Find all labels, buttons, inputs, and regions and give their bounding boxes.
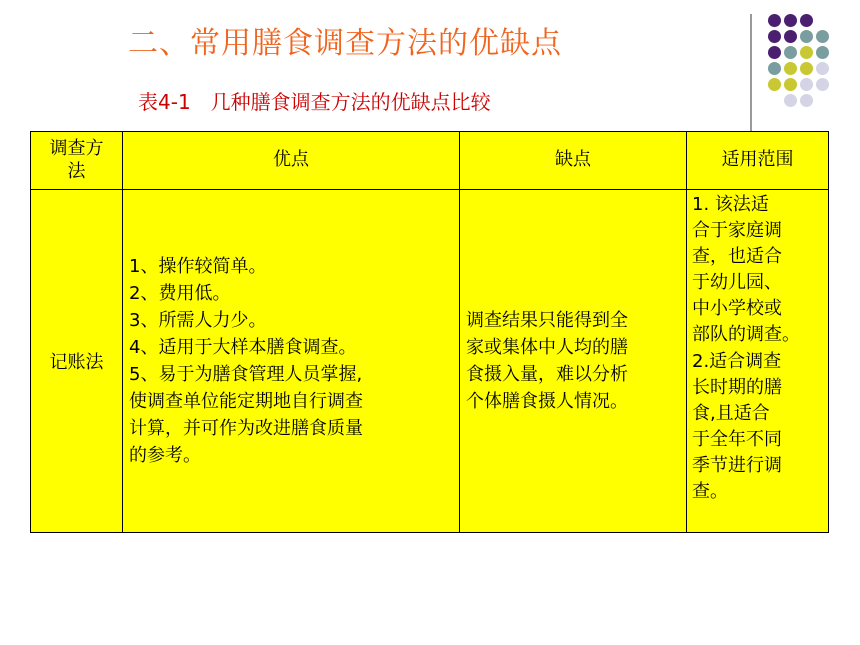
decorative-dot xyxy=(784,78,797,91)
table-caption: 表4-1 几种膳食调查方法的优缺点比较 xyxy=(138,90,491,114)
decorative-dot xyxy=(784,62,797,75)
decorative-dot xyxy=(816,30,829,43)
decorative-dot xyxy=(768,30,781,43)
pros-cell: 1、操作较简单。 2、费用低。 3、所需人力少。 4、适用于大样本膳食调查。 5、易于为膳食管理人员掌握, 使调查单位能定期地自行调查 计算，并可作为改进膳食质量 的参考。 xyxy=(123,190,460,533)
scope-cell: 1. 该法适 合于家庭调 查，也适合 于幼儿园、 中小学校或 部队的调查。 2.适合调查 长时期的膳 食,且适合 于全年不同 季节进行调 查。 xyxy=(687,190,829,533)
decorative-dot xyxy=(816,46,829,59)
table-row xyxy=(31,190,829,533)
decorative-dot xyxy=(784,46,797,59)
decorative-dot xyxy=(816,78,829,91)
decorative-dot xyxy=(768,46,781,59)
decorative-dot xyxy=(784,14,797,27)
header-method: 调查方 法 xyxy=(31,132,123,190)
header-cons: 缺点 xyxy=(460,132,687,190)
cons-cell: 调查结果只能得到全 家或集体中人均的膳 食摄入量，难以分析 个体膳食摄人情况。 xyxy=(460,190,687,533)
decorative-dot xyxy=(768,78,781,91)
decorative-dot xyxy=(784,30,797,43)
slide-title: 二、常用膳食调查方法的优缺点 xyxy=(128,26,562,61)
decorative-divider xyxy=(750,14,752,138)
table-header-row xyxy=(31,132,829,190)
decorative-dot xyxy=(768,14,781,27)
method-cell: 记账法 xyxy=(31,190,123,533)
decorative-dot xyxy=(816,62,829,75)
decorative-dot xyxy=(800,94,813,107)
comparison-table xyxy=(30,131,829,533)
header-scope: 适用范围 xyxy=(687,132,829,190)
decorative-dot xyxy=(768,62,781,75)
decorative-dot xyxy=(800,46,813,59)
header-pros: 优点 xyxy=(123,132,460,190)
decorative-dot xyxy=(800,14,813,27)
decorative-dot xyxy=(800,30,813,43)
decorative-dot xyxy=(784,94,797,107)
decorative-dot xyxy=(800,78,813,91)
decorative-dot xyxy=(800,62,813,75)
